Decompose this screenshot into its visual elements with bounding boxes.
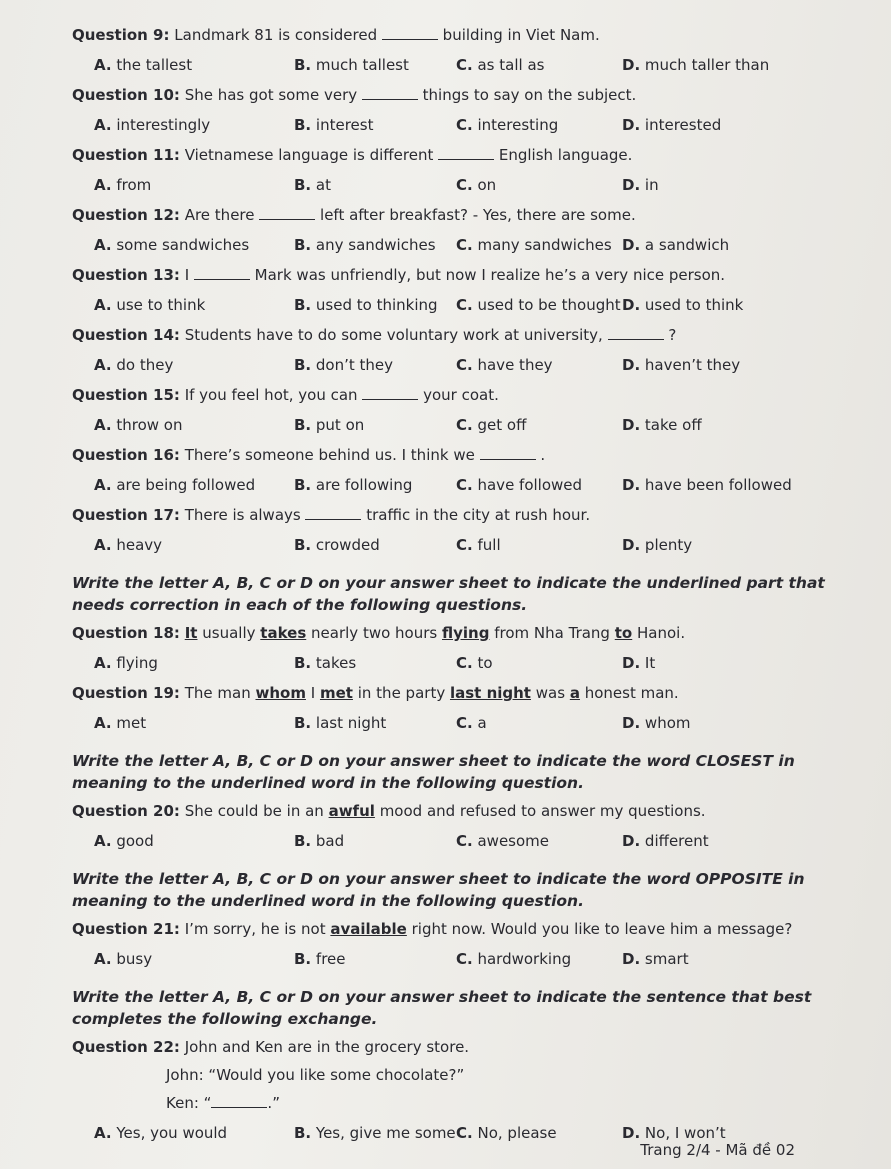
q19-option-a[interactable]: A. met xyxy=(94,714,147,732)
q11-option-b[interactable]: B. at xyxy=(294,176,331,194)
q16-option-c[interactable]: C. have followed xyxy=(456,476,583,494)
options-10 xyxy=(94,114,827,136)
q12-option-c[interactable]: C. many sandwiches xyxy=(456,236,612,254)
question-20: Question 20: She could be in an awful mood and refused to answer my questions. xyxy=(72,802,706,820)
q18-option-c[interactable]: C. to xyxy=(456,654,493,672)
q10-option-a[interactable]: A. interestingly xyxy=(94,116,211,134)
q19-option-b[interactable]: B. last night xyxy=(294,714,387,732)
instruction-exchange: Write the letter A, B, C or D on your answer sheet to indicate the sentence that best completes the following exchange. xyxy=(72,988,812,1028)
options-17 xyxy=(94,534,827,556)
instruction-correction: Write the letter A, B, C or D on your answer sheet to indicate the underlined part that needs correction in each of the following questions. xyxy=(72,574,825,614)
q18-option-a[interactable]: A. flying xyxy=(94,654,158,672)
answer-blank xyxy=(608,327,664,340)
page-footer: Trang 2/4 - Mã đề 02 xyxy=(640,1141,795,1159)
q17-option-d[interactable]: D. plenty xyxy=(622,536,693,554)
q11-option-c[interactable]: C. on xyxy=(456,176,497,194)
q12-option-b[interactable]: B. any sandwiches xyxy=(294,236,436,254)
question-22: Question 22: John and Ken are in the grocery store. xyxy=(72,1038,470,1056)
question-9: Question 9: Landmark 81 is considered building in Viet Nam. xyxy=(72,26,600,44)
q21-option-d[interactable]: D. smart xyxy=(622,950,689,968)
options-20 xyxy=(94,830,827,852)
dialogue-ken: Ken: “ .” xyxy=(166,1094,280,1112)
q13-option-b[interactable]: B. used to thinking xyxy=(294,296,438,314)
q16-option-d[interactable]: D. have been followed xyxy=(622,476,792,494)
question-19: Question 19: The man whom I met in the party last night was a honest man. xyxy=(72,684,679,702)
question-18: Question 18: It usually takes nearly two hours flying from Nha Trang to Hanoi. xyxy=(72,624,686,642)
q14-option-b[interactable]: B. don’t they xyxy=(294,356,394,374)
q9-option-d[interactable]: D. much taller than xyxy=(622,56,770,74)
question-12: Question 12: Are there left after breakfast? - Yes, there are some. xyxy=(72,206,636,224)
options-18 xyxy=(94,652,827,674)
q11-option-d[interactable]: D. in xyxy=(622,176,659,194)
q10-option-d[interactable]: D. interested xyxy=(622,116,722,134)
q15-option-a[interactable]: A. throw on xyxy=(94,416,183,434)
options-14 xyxy=(94,354,827,376)
answer-blank xyxy=(362,87,418,100)
q14-option-d[interactable]: D. haven’t they xyxy=(622,356,741,374)
q14-option-a[interactable]: A. do they xyxy=(94,356,174,374)
q21-option-c[interactable]: C. hardworking xyxy=(456,950,572,968)
q17-option-a[interactable]: A. heavy xyxy=(94,536,163,554)
instruction-closest: Write the letter A, B, C or D on your answer sheet to indicate the word CLOSEST in meaning to the underlined word in the following question. xyxy=(72,752,795,792)
q10-option-c[interactable]: C. interesting xyxy=(456,116,559,134)
q18-option-d[interactable]: D. It xyxy=(622,654,656,672)
q15-option-c[interactable]: C. get off xyxy=(456,416,527,434)
q19-option-c[interactable]: C. a xyxy=(456,714,487,732)
question-15: Question 15: If you feel hot, you can your coat. xyxy=(72,386,499,404)
dialogue-john: John: “Would you like some chocolate?” xyxy=(166,1066,465,1084)
options-21 xyxy=(94,948,827,970)
answer-blank xyxy=(259,207,315,220)
q21-option-b[interactable]: B. free xyxy=(294,950,346,968)
instruction-opposite: Write the letter A, B, C or D on your answer sheet to indicate the word OPPOSITE in meaning to the underlined word in the following question. xyxy=(72,870,805,910)
options-16 xyxy=(94,474,827,496)
q9-option-c[interactable]: C. as tall as xyxy=(456,56,545,74)
q13-option-c[interactable]: C. used to be thought xyxy=(456,296,621,314)
answer-blank xyxy=(438,147,494,160)
q22-option-b[interactable]: B. Yes, give me some xyxy=(294,1124,456,1142)
options-19 xyxy=(94,712,827,734)
q14-option-c[interactable]: C. have they xyxy=(456,356,553,374)
q20-option-b[interactable]: B. bad xyxy=(294,832,345,850)
q20-option-a[interactable]: A. good xyxy=(94,832,154,850)
q12-option-a[interactable]: A. some sandwiches xyxy=(94,236,250,254)
options-12 xyxy=(94,234,827,256)
options-13 xyxy=(94,294,827,316)
options-15 xyxy=(94,414,827,436)
question-16: Question 16: There’s someone behind us. I think we . xyxy=(72,446,546,464)
q22-option-c[interactable]: C. No, please xyxy=(456,1124,557,1142)
q11-option-a[interactable]: A. from xyxy=(94,176,152,194)
q20-option-c[interactable]: C. awesome xyxy=(456,832,550,850)
q20-option-d[interactable]: D. different xyxy=(622,832,709,850)
answer-blank xyxy=(362,387,418,400)
q18-option-b[interactable]: B. takes xyxy=(294,654,357,672)
q16-option-a[interactable]: A. are being followed xyxy=(94,476,256,494)
question-list xyxy=(72,24,827,556)
q22-option-d[interactable]: D. No, I won’t xyxy=(622,1124,726,1142)
q12-option-d[interactable]: D. a sandwich xyxy=(622,236,730,254)
answer-blank xyxy=(305,507,361,520)
question-17: Question 17: There is always traffic in the city at rush hour. xyxy=(72,506,591,524)
q10-option-b[interactable]: B. interest xyxy=(294,116,374,134)
q21-option-a[interactable]: A. busy xyxy=(94,950,153,968)
answer-blank xyxy=(194,267,250,280)
q13-option-d[interactable]: D. used to think xyxy=(622,296,744,314)
options-11 xyxy=(94,174,827,196)
answer-blank xyxy=(382,27,438,40)
question-21: Question 21: I’m sorry, he is not available right now. Would you like to leave him a message? xyxy=(72,920,793,938)
q9-option-b[interactable]: B. much tallest xyxy=(294,56,409,74)
q19-option-d[interactable]: D. whom xyxy=(622,714,691,732)
q22-option-a[interactable]: A. Yes, you would xyxy=(94,1124,228,1142)
question-11: Question 11: Vietnamese language is different English language. xyxy=(72,146,633,164)
q16-option-b[interactable]: B. are following xyxy=(294,476,413,494)
question-13: Question 13: I Mark was unfriendly, but now I realize he’s a very nice person. xyxy=(72,266,726,284)
q15-option-b[interactable]: B. put on xyxy=(294,416,365,434)
q17-option-b[interactable]: B. crowded xyxy=(294,536,380,554)
answer-blank xyxy=(480,447,536,460)
q15-option-d[interactable]: D. take off xyxy=(622,416,702,434)
question-14: Question 14: Students have to do some voluntary work at university, ? xyxy=(72,326,677,344)
question-10: Question 10: She has got some very things to say on the subject. xyxy=(72,86,637,104)
q13-option-a[interactable]: A. use to think xyxy=(94,296,206,314)
q9-option-a[interactable]: A. the tallest xyxy=(94,56,193,74)
q17-option-c[interactable]: C. full xyxy=(456,536,501,554)
options-9 xyxy=(94,54,827,76)
